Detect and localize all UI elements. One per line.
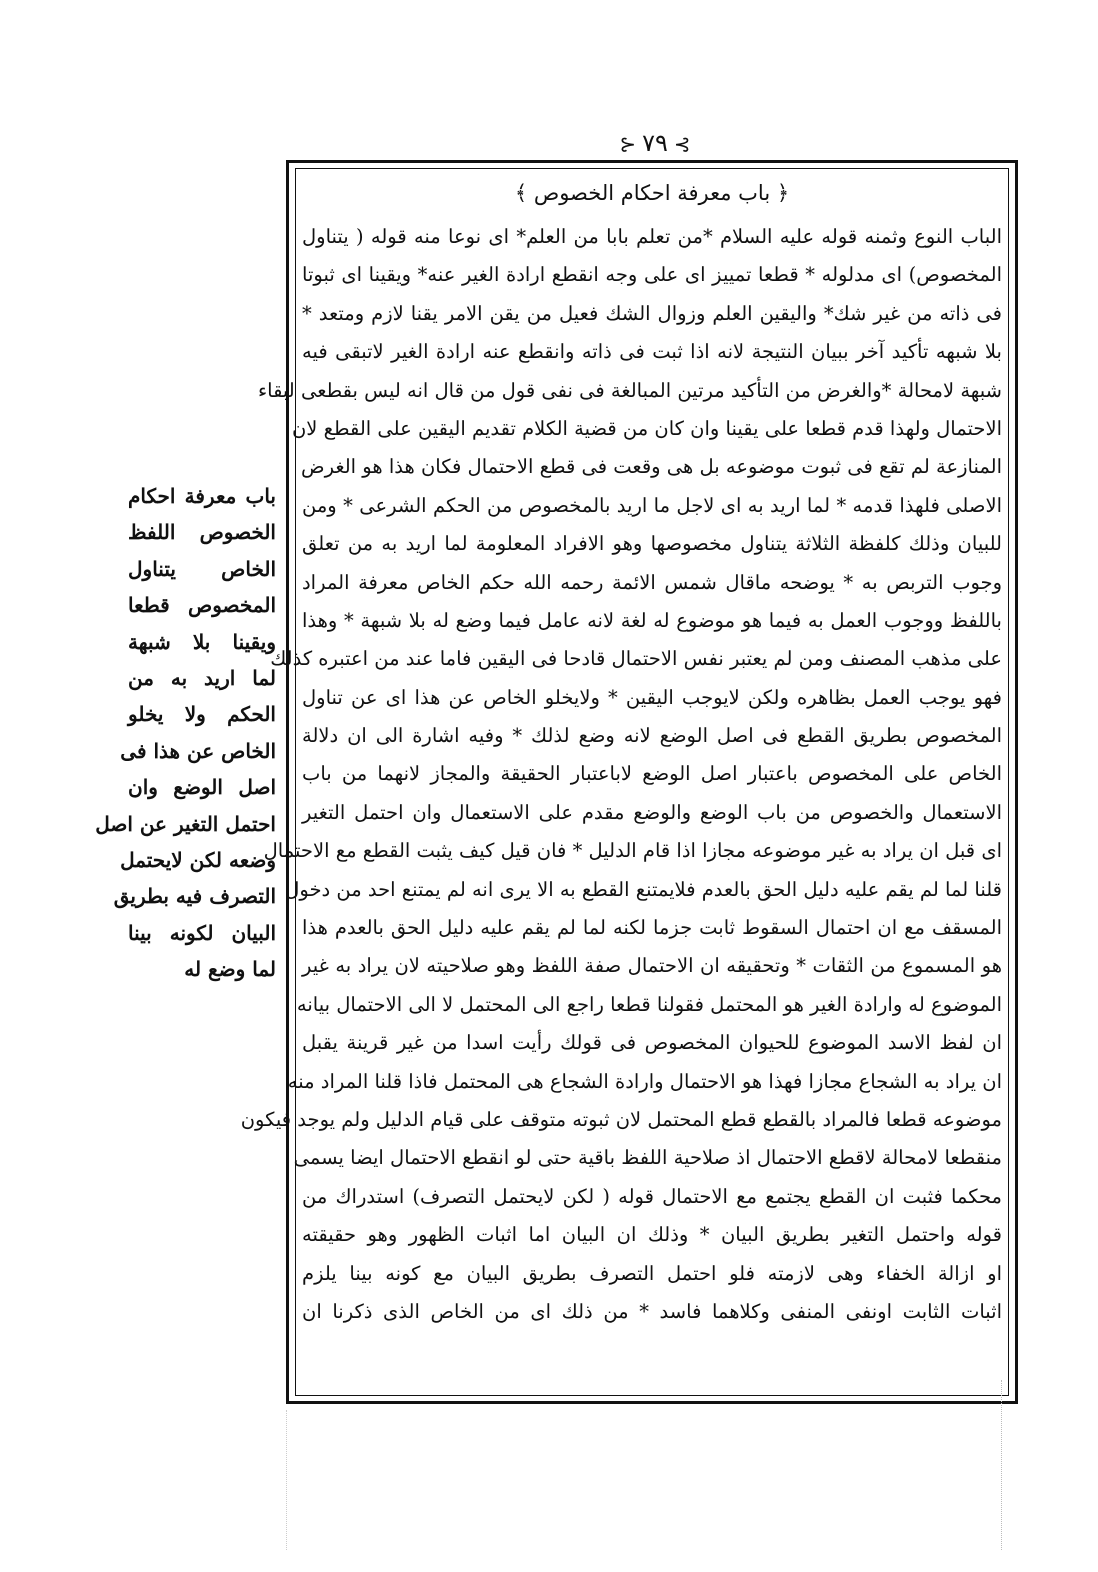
text-line: وجوب التربص به * يوضحه ماقال شمس الائمة رحمه الله حكم الخاص معرفة المراد	[302, 570, 1002, 594]
text-line: المسقف مع ان احتمال السقوط ثابت جزما لكنه لما لم يقم عليه دليل الحق بالعدم هذا	[302, 916, 1002, 940]
text-line: هو المسموع من الثقات * وتحقيقه ان الاحتمال صفة اللفظ وهو صلاحيته لان يراد به غير	[302, 954, 1002, 978]
chapter-title: ﴿ باب معرفة احكام الخصوص ﴾	[514, 181, 790, 205]
text-line: الاصلى فلهذا قدمه * لما اريد به اى لاجل ما اريد بالمخصوص من الحكم الشرعى * ومن	[302, 493, 1002, 517]
text-line: ان يراد به الشجاع مجازا فهذا هو الاحتمال وارادة الشجاع هى المحتمل فاذا قلنا المراد منه	[287, 1069, 1002, 1093]
text-line: اثبات الثابت اونفى المنفى وكلاهما فاسد * من ذلك اى من الخاص الذى ذكرنا ان	[302, 1299, 1002, 1323]
text-line: فهو يوجب العمل بظاهره ولكن لايوجب اليقين * ولايخلو الخاص عن هذا اى عن تناول	[302, 685, 1002, 709]
text-line: شبهة لامحالة *والغرض من التأكيد مرتين المبالغة فى نفى قول من قال انه ليس بقطعى لبقاء	[257, 378, 1002, 402]
text-line: الاستعمال والخصوص من باب الوضع والوضع مقدم على الاستعمال وان احتمل التغير	[302, 800, 1002, 824]
main-text-block	[240, 218, 1002, 1331]
margin-note-line: لما اريد به من	[128, 665, 276, 690]
text-line: قوله واحتمل التغير بطريق البيان * وذلك ان البيان اما اثبات الظهور وهو حقيقته	[302, 1223, 1002, 1247]
margin-note-line: الخصوص اللفظ	[128, 520, 276, 545]
text-line: ان لفظ الاسد الموضوع للحيوان المخصوص فى قولك رأيت اسدا من غير قرينة يقبل	[302, 1031, 1002, 1055]
text-line: الاحتمال ولهذا قدم قطعا على يقينا وان كان من قضية الكلام تقديم اليقين على القطع لان	[291, 416, 1002, 440]
ornament-right: ⊱	[619, 132, 637, 156]
margin-note-line: الخاص يتناول	[128, 556, 276, 581]
text-line: منقطعا لامحالة لاقطع الاحتمال اذ صلاحية اللفظ باقية حتى لو انقطع الاحتمال ايضا يسمى	[293, 1146, 1002, 1170]
ornament-left: ⊰	[673, 132, 691, 156]
text-line: المخصوص بطريق القطع فى اصل الوضع لانه وضع لذلك * وفيه اشارة الى ان دلالة	[302, 724, 1002, 748]
margin-note-line: الحكم ولا يخلو	[128, 702, 276, 727]
text-line: موضوعه قطعا فالمراد بالقطع قطع المحتمل لان ثبوته متوقف على قيام الدليل ولم يوجد فيكون	[240, 1107, 1002, 1131]
margin-note-line: وضعه لكن لايحتمل	[120, 847, 276, 872]
text-line: الخاص على المخصوص باعتبار اصل الوضع لاباعتبار الحقيقة والمجاز لانهما من باب	[302, 762, 1002, 786]
text-line: او ازالة الخفاء وهى لازمته فلو احتمل التصرف بطريق البيان مع كونه بينا يلزم	[302, 1261, 1002, 1285]
text-line: للبيان وذلك كلفظة الثلاثة يتناول مخصوصها وهو الافراد المعلومة لما اريد به من تعلق	[302, 532, 1002, 556]
text-line: المنازعة لم تقع فى ثبوت موضوعه بل هى وقعت فى قطع الاحتمال فكان هذا هو الغرض	[301, 455, 1002, 479]
margin-note-line: المخصوص قطعا	[128, 593, 276, 618]
page-number	[600, 128, 710, 159]
text-line: المخصوص) اى مدلوله * قطعا تمييز اى على وجه انقطع ارادة الغير عنه* ويقينا اى ثبوتا	[302, 263, 1002, 287]
text-line: الباب النوع وثمنه قوله عليه السلام *من تعلم بابا من العلم* اى نوعا منه قوله ( يتناول	[302, 225, 1002, 248]
margin-note	[95, 478, 276, 987]
text-line: فى ذاته من غير شك* واليقين العلم وزوال الشك فعيل من يقن الامر يقنا لازم ومتعد *	[302, 301, 1002, 325]
margin-note-line: احتمل التغير عن اصل	[95, 811, 276, 836]
text-line: اى قبل ان يراد به غير موضوعه مجازا اذا قام الدليل * فان قيل كيف يثبت القطع مع الاحتمال	[263, 839, 1002, 863]
scan-guide-line	[1001, 1380, 1003, 1550]
margin-note-line: اصل الوضع وان	[128, 775, 276, 800]
page-number-value: ٧٩	[642, 129, 668, 157]
scan-guide-line	[286, 1410, 288, 1550]
text-line: محكما فثبت ان القطع يجتمع مع الاحتمال قوله ( لكن لايحتمل التصرف) استدراك من	[302, 1184, 1002, 1208]
margin-note-line: لما وضع له	[184, 957, 276, 982]
text-line: الموضوع له وارادة الغير هو المحتمل فقولنا قطعا راجع الى المحتمل لا الى الاحتمال بيانه	[296, 992, 1002, 1016]
margin-note-line: التصرف فيه بطريق	[113, 884, 276, 909]
margin-note-line: باب معرفة احكام	[128, 484, 276, 508]
text-line: بلا شبهه تأكيد آخر ببيان النتيجة لانه اذا ثبت فى ذاته وانقطع عنه ارادة الغير لاتبقى فيه	[302, 340, 1002, 364]
text-line: قلنا لما لم يقم عليه دليل الحق بالعدم فلايمتنع القطع به الا يرى انه لم يمتنع احد من دخول	[285, 877, 1002, 901]
margin-note-line: البيان لكونه بينا	[128, 920, 276, 945]
text-line: على مذهب المصنف ومن لم يعتبر نفس الاحتمال قادحا فى اليقين فاما عند من اعتبره كذلك	[270, 647, 1002, 671]
text-line: باللفظ ووجوب العمل به فيما هو موضوع له لغة لانه عامل فيما وضع له بلا شبهة * وهذا	[302, 608, 1002, 632]
margin-note-line: ويقينا بلا شبهة	[128, 629, 276, 654]
margin-note-line: الخاص عن هذا فى	[120, 738, 276, 763]
